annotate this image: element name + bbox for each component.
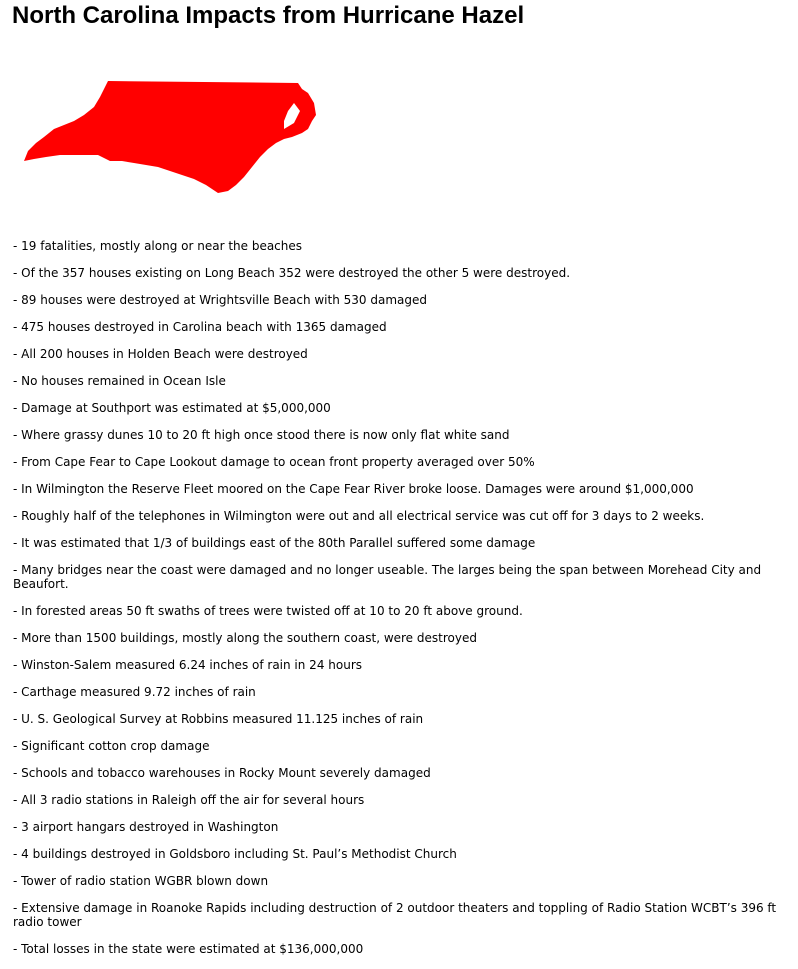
impact-item: - More than 1500 buildings, mostly along the southern coast, were destroyed	[13, 631, 477, 645]
impact-item: - Roughly half of the telephones in Wilmington were out and all electrical service was cut off for 3 days to 2 weeks.	[13, 509, 705, 523]
impact-item: - 4 buildings destroyed in Goldsboro including St. Paul’s Methodist Church	[13, 847, 457, 861]
impact-item: - Winston-Salem measured 6.24 inches of rain in 24 hours	[13, 658, 363, 672]
impact-item: - Total losses in the state were estimated at $136,000,000	[13, 942, 364, 956]
impact-item: - Damage at Southport was estimated at $5,000,000	[13, 401, 331, 415]
impact-item: - Extensive damage in Roanoke Rapids including destruction of 2 outdoor theaters and toppling of Radio Station WCBT’s 396 ft radio tower	[13, 901, 777, 929]
impact-item: - 89 houses were destroyed at Wrightsville Beach with 530 damaged	[13, 293, 427, 307]
impact-item: - All 3 radio stations in Raleigh off the air for several hours	[13, 793, 365, 807]
impact-item: - Carthage measured 9.72 inches of rain	[13, 685, 256, 699]
impact-item: - U. S. Geological Survey at Robbins measured 11.125 inches of rain	[13, 712, 424, 726]
impact-item: - It was estimated that 1/3 of buildings east of the 80th Parallel suffered some damage	[13, 536, 536, 550]
impact-item: - All 200 houses in Holden Beach were destroyed	[13, 347, 308, 361]
impact-item: - Where grassy dunes 10 to 20 ft high once stood there is now only flat white sand	[13, 428, 510, 442]
impact-item: - Schools and tobacco warehouses in Rocky Mount severely damaged	[13, 766, 431, 780]
impact-item: - 19 fatalities, mostly along or near the beaches	[13, 239, 303, 253]
impact-item: - 475 houses destroyed in Carolina beach with 1365 damaged	[13, 320, 387, 334]
impacts-list	[13, 239, 793, 969]
impact-item: - In forested areas 50 ft swaths of trees were twisted off at 10 to 20 ft above ground.	[13, 604, 523, 618]
impact-item: - Significant cotton crop damage	[13, 739, 210, 753]
impact-item: - Many bridges near the coast were damaged and no longer useable. The larges being the span between Morehead City and Beaufort.	[13, 563, 762, 591]
impact-item: - In Wilmington the Reserve Fleet moored on the Cape Fear River broke loose. Damages were around $1,000,000	[13, 482, 694, 496]
impact-item: - Tower of radio station WGBR blown down	[13, 874, 269, 888]
page-title: North Carolina Impacts from Hurricane Hazel	[12, 2, 525, 29]
impact-item: - Of the 357 houses existing on Long Beach 352 were destroyed the other 5 were destroyed.	[13, 266, 571, 280]
impact-item: - From Cape Fear to Cape Lookout damage to ocean front property averaged over 50%	[13, 455, 535, 469]
north-carolina-shape	[24, 81, 316, 193]
impact-item: - 3 airport hangars destroyed in Washington	[13, 820, 279, 834]
impact-item: - No houses remained in Ocean Isle	[13, 374, 226, 388]
north-carolina-map	[22, 81, 318, 194]
